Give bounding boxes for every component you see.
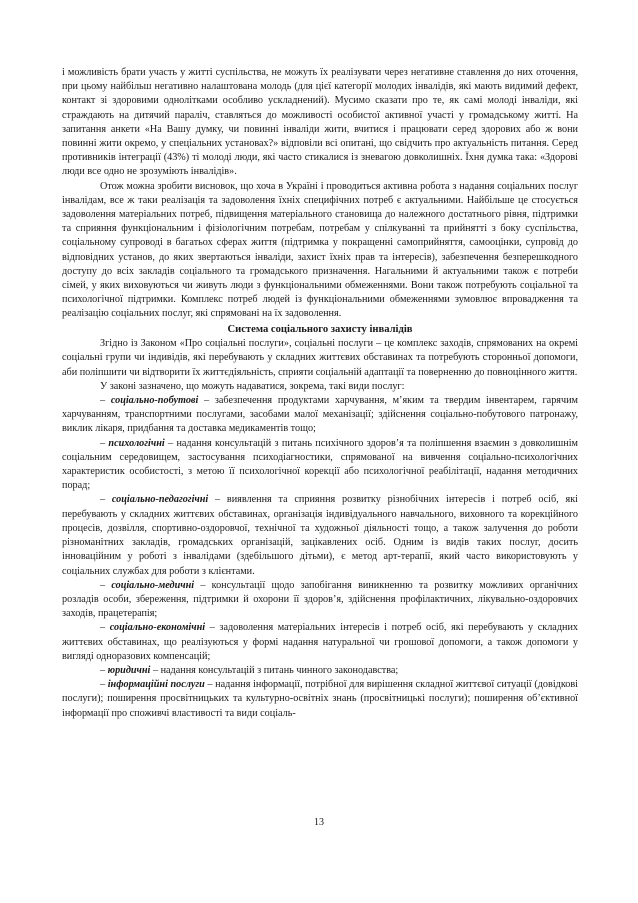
service-item [62,621,578,664]
service-dash: – [100,664,108,676]
service-item [62,678,578,721]
body-paragraph: Згідно із Законом «Про соціальні послуги», соціальні послуги – це комплекс заходів, спрямованих на окремі соціальні групи чи індивідів, які перебувають у складних життєвих обставинах та потребують сторонньої допомоги, аби поліпшити чи відтворити їх життєдіяльність, сприяти соціальній адаптації та поверненню до повноцінного життя. [62,338,578,378]
service-term: психологічні [108,437,165,449]
service-dash: – [100,579,112,591]
service-description: – забезпечення продуктами харчування, м’яким та твердим інвентарем, гарячим харчуванням, транспортними послугами, засобами малої механізації; здійснення соціально-побутового патронажу, виклик лікаря, придбання та доставка медикаментів тощо; [62,395,578,435]
body-paragraph: Отож можна зробити висновок, що хоча в Україні і проводиться активна робота з надання соціальних послуг інвалідам, все ж таки реалізація та задоволення їхніх специфічних потреб є актуальними. Найбільше це стосується задоволення матеріальних потреб, підвищення матеріального становища до належного достатнього рівня, підтримки та сприяння функціональним і фізіологічним потребам, потребам у спілкуванні та прийнятті з боку суспільства, соціальному супроводі в багатьох сферах життя (підтримка у покращенні самоприйняття, самооцінки, супровід до відповідних установ, до яких звертаються інваліди, захист їхніх прав та інтересів), забезпечення безперешкодного доступу до всіх закладів соціального та громадського призначення. Нагальними й актуальними також є потреби сімей, у яких виховуються чи живуть люди з функціональними обмеженнями. Вони також потребують соціальної та психологічної підтримки. Комплекс потреб людей із функціональними обмеженнями зумовлює впровадження та реалізацію соціальних послуг, які спрямовані на їх задоволення. [62,180,578,320]
service-item [62,664,578,678]
service-description: – виявлення та сприяння розвитку різнобічних інтересів і потреб осіб, які перебувають у складних життєвих обставинах, організація індивідуального навчального, виховного та корекційного процесів, дозвілля, спортивно-оздоровчої, технічної та художньої діяльності тощо, а також залучення до роботи різноманітних закладів, громадських організацій, зацікавлених осіб. Одним із видів таких послуг, досить інноваційним у роботі з інвалідами (здебільшого дітьми), є метод арт-терапії, який часто використовують у соціальних службах для роботи з клієнтами. [62,494,579,577]
service-dash: – [100,679,108,691]
service-description: – надання консультацій з питань психічного здоров’я та поліпшення взаємин з довколишнім соціальним середовищем, застосування психодіагностики, спрямованої на вивчення соціально-психологічних характеристик особистості, з метою її психологічної корекції або психологічної реабілітації, надання методичних порад; [62,437,578,492]
service-item [62,437,578,494]
service-description: – консультації щодо запобігання виникненню та розвитку можливих органічних розладів особи, збереження, підтримки й охорони її здоров’я, здійснення профілактичних, лікувально-оздоровчих заходів, працетерапія; [62,579,579,620]
service-term: соціально-медичні [111,579,195,591]
service-dash: – [100,395,111,407]
service-term: юридичні [107,664,151,676]
service-description: – задоволення матеріальних інтересів і потреб осіб, які перебувають у складних життєвих обставинах, що реалізуються у формі надання натуральної чи грошової допомоги, а також допомоги у вигляді одноразових компенсацій; [62,622,578,662]
document-page [62,66,578,721]
service-dash: – [100,494,112,506]
section-heading: Система соціального захисту інвалідів [227,323,413,335]
service-term: соціально-економічні [109,622,206,634]
service-item [62,394,578,437]
service-dash: – [100,437,109,449]
service-item [62,579,578,622]
service-description: – надання інформації, потрібної для вирішення складної життєвої ситуації (довідкові послуги); поширення просвітницьких та культурно-освітніх знань (просвітницькі послуги); поширення об’єктивної інформації про споживчі властивості та види соціаль- [62,679,579,719]
body-paragraph: У законі зазначено, що можуть надаватися, зокрема, такі види послуг: [100,380,405,392]
service-term: інформаційні послуги [107,679,205,691]
service-term: соціально-побутові [110,395,199,407]
page-number: 13 [314,817,324,828]
body-paragraph: і можливість брати участь у житті суспільства, не можуть їх реалізувати через негативне ставлення до них оточення, при цьому найбільш негативно налаштована молодь (для цієї категорії молодих інвалідів, які мають видимий дефект, контакт зі здоровими однолітками особливо ускладнений). Мусимо сказати про те, як самі молоді інваліди, які страждають на дитячий параліч, ставляться до можливості особистої активної участі у громадському житті. На запитання анкети «На Вашу думку, чи повинні інваліди жити, вчитися і працювати серед здорових або ж вони повинні жити окремо, у спеціальних установах?» відповіли всі опитані, що свідчить про актуальність питання. Серед противників інтеграції (43%) ті молоді люди, які часто стикалися із зневагою довколишніх. Їхня думка така: «Здорові люди все одно не зрозуміють інвалідів». [62,67,578,178]
service-description: – надання консультацій з питань чинного законодавства; [150,664,399,676]
service-item [62,493,578,578]
service-dash: – [100,622,110,634]
service-term: соціально-педагогічні [111,494,209,506]
